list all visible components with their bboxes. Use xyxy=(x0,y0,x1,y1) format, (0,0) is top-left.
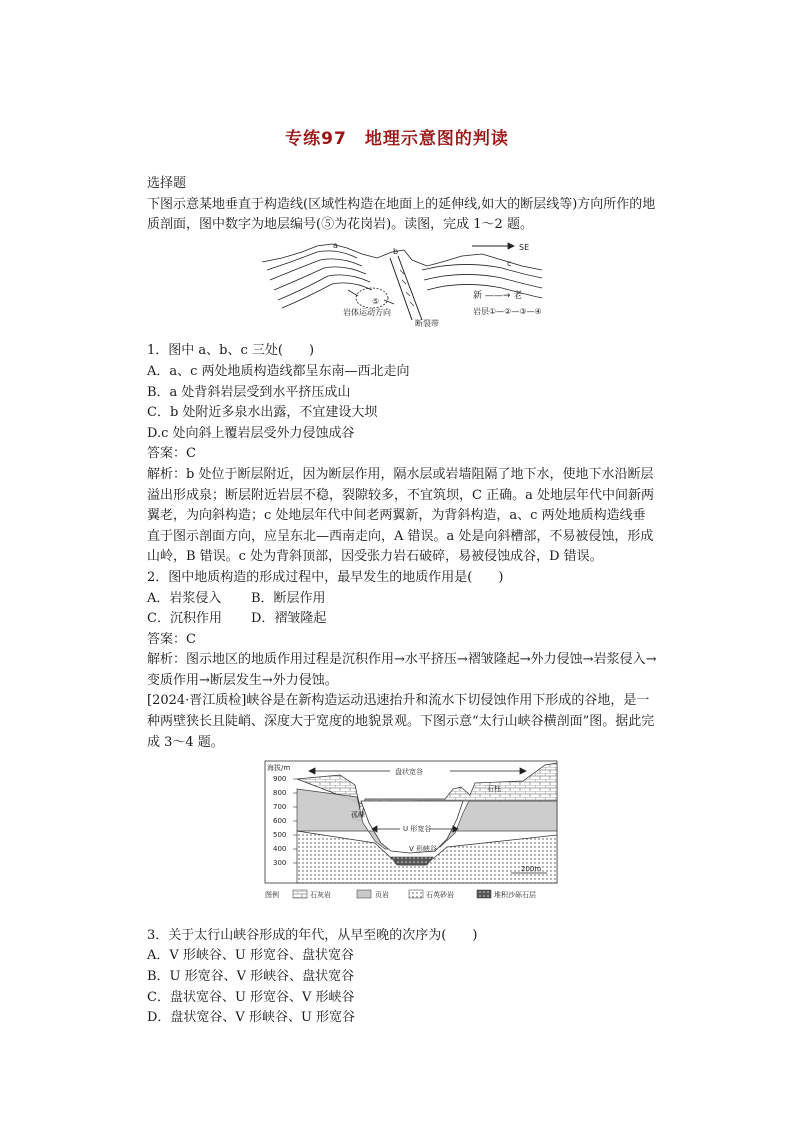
q2-options-row-2 xyxy=(147,609,657,630)
q1-option-d: D.c 处向斜上覆岩层受外力侵蚀成谷 xyxy=(147,425,355,441)
fig2-ytick-400: 400 xyxy=(273,845,287,854)
fig1-label-layers: 岩层①—②—③—④ xyxy=(473,306,542,316)
fig2-ytick-600: 600 xyxy=(273,817,287,826)
fig2-legend-title: 图例 xyxy=(265,891,279,900)
fig2-ytick-800: 800 xyxy=(273,789,287,798)
fig2-legend xyxy=(265,890,536,899)
geologic-section-figure xyxy=(147,240,657,328)
q2-answer: 答案：C xyxy=(147,631,196,647)
intro-paragraph-2: [2024·晋江质检]峡谷是在新构造运动迅速抬升和流水下切侵蚀作用下形成的谷地，是一种两壁狭长且陡峭、深度大于宽度的地貌景观。下图示意“太行山峡谷横剖面”图。据此完成 3～4 题。 xyxy=(147,693,655,750)
fig2-ytick-900: 900 xyxy=(273,775,287,784)
canyon-section-figure xyxy=(147,759,657,914)
fig2-label-scale: 200m xyxy=(521,865,542,874)
fig2-label-shizhu: 石柱 xyxy=(487,785,501,794)
fig2-legend-gravel: 堆积沙砾石层 xyxy=(494,891,536,900)
q2-options-row-1 xyxy=(147,589,657,610)
q2-option-b: B．断层作用 xyxy=(251,590,326,606)
fig1-label-a: a xyxy=(333,240,338,250)
q2-option-a: A．岩浆侵入 xyxy=(147,590,222,606)
fig2-ytick-700: 700 xyxy=(273,803,287,812)
fig2-label-v: V 形峡谷 xyxy=(409,845,438,854)
q1-analysis: 解析：b 处位于断层附近，因为断层作用，隔水层或岩墙阻隔了地下水，使地下水沿断层溢出形成泉；断层附近岩层不稳，裂隙较多，不宜筑坝，C 正确。a 处地层年代中间新两翼老，为向斜构造；c 处地层年代中间老两翼新，为背斜构造，a、c 两处地质构造线垂直于图示剖面方向，应呈东北—西南走向，A 错误。a 处是向斜槽部，不易被侵蚀，形成山岭，B 错误。c 处为背斜顶部，因受张力岩石破碎，易被侵蚀成谷，D 错误。 xyxy=(147,466,654,565)
fig1-label-motion: 岩体运动方向 xyxy=(343,307,391,317)
fig2-label-gufeng: 孤峰 xyxy=(351,811,365,820)
q2-option-d: D．褶皱隆起 xyxy=(251,611,327,627)
q1-option-c: C．b 处附近多泉水出露，不宜建设大坝 xyxy=(147,405,378,421)
fig1-label-se: SE xyxy=(519,242,530,252)
section-label: 选择题 xyxy=(147,176,187,191)
fig2-label-pan: 盘状宽谷 xyxy=(395,768,423,777)
page-title: 专练97 地理示意图的判读 xyxy=(285,129,509,149)
fig2-legend-sandstone: 石英砂岩 xyxy=(426,891,454,900)
q3-option-c: C．盘状宽谷、U 形宽谷、V 形峡谷 xyxy=(147,989,355,1005)
q3-option-a: A．V 形峡谷、U 形宽谷、盘状宽谷 xyxy=(147,948,354,964)
q2-option-c: C．沉积作用 xyxy=(147,611,222,627)
fig2-label-u: U 形宽谷 xyxy=(403,825,432,834)
q1-answer: 答案：C xyxy=(147,446,196,462)
q2-analysis: 解析：图示地区的地质作用过程是沉积作用→水平挤压→褶皱隆起→外力侵蚀→岩浆侵入→变质作用→断层发生→外力侵蚀。 xyxy=(147,652,657,688)
fig2-legend-limestone: 石灰岩 xyxy=(310,891,331,900)
fig1-label-new-old: 新 ——→ 老 xyxy=(473,290,523,301)
fig2-ylabel: 海拔/m xyxy=(267,764,291,773)
fig1-label-fault: 断裂带 xyxy=(415,318,439,328)
q3-stem: 3．关于太行山峡谷形成的年代，从早至晚的次序为( ) xyxy=(147,927,478,943)
q1-option-b: B．a 处背斜岩层受到水平挤压成山 xyxy=(147,384,351,400)
q1-stem: 1．图中 a、b、c 三处( ) xyxy=(147,343,315,359)
q3-option-b: B．U 形宽谷、V 形峡谷、盘状宽谷 xyxy=(147,969,355,985)
fig2-legend-shale: 页岩 xyxy=(375,891,389,900)
fig1-label-c: c xyxy=(507,258,512,268)
q2-stem: 2．图中地质构造的形成过程中，最早发生的地质作用是( ) xyxy=(147,569,504,585)
q3-option-d: D．盘状宽谷、V 形峡谷、U 形宽谷 xyxy=(147,1010,356,1026)
fig2-ytick-300: 300 xyxy=(273,859,287,868)
fig2-ytick-500: 500 xyxy=(273,831,287,840)
fig1-label-b: b xyxy=(393,246,399,256)
intro-paragraph-1: 下图示意某地垂直于构造线(区域性构造在地面上的延伸线,如大的断层线等)方向所作的地质剖面，图中数字为地层编号(⑤为花岗岩)。读图，完成 1～2 题。 xyxy=(147,196,656,233)
content-body xyxy=(147,174,657,1029)
q1-option-a: A．a、c 两处地质构造线都呈东南—西北走向 xyxy=(147,363,410,379)
fig1-label-5: ⑤ xyxy=(372,296,380,306)
